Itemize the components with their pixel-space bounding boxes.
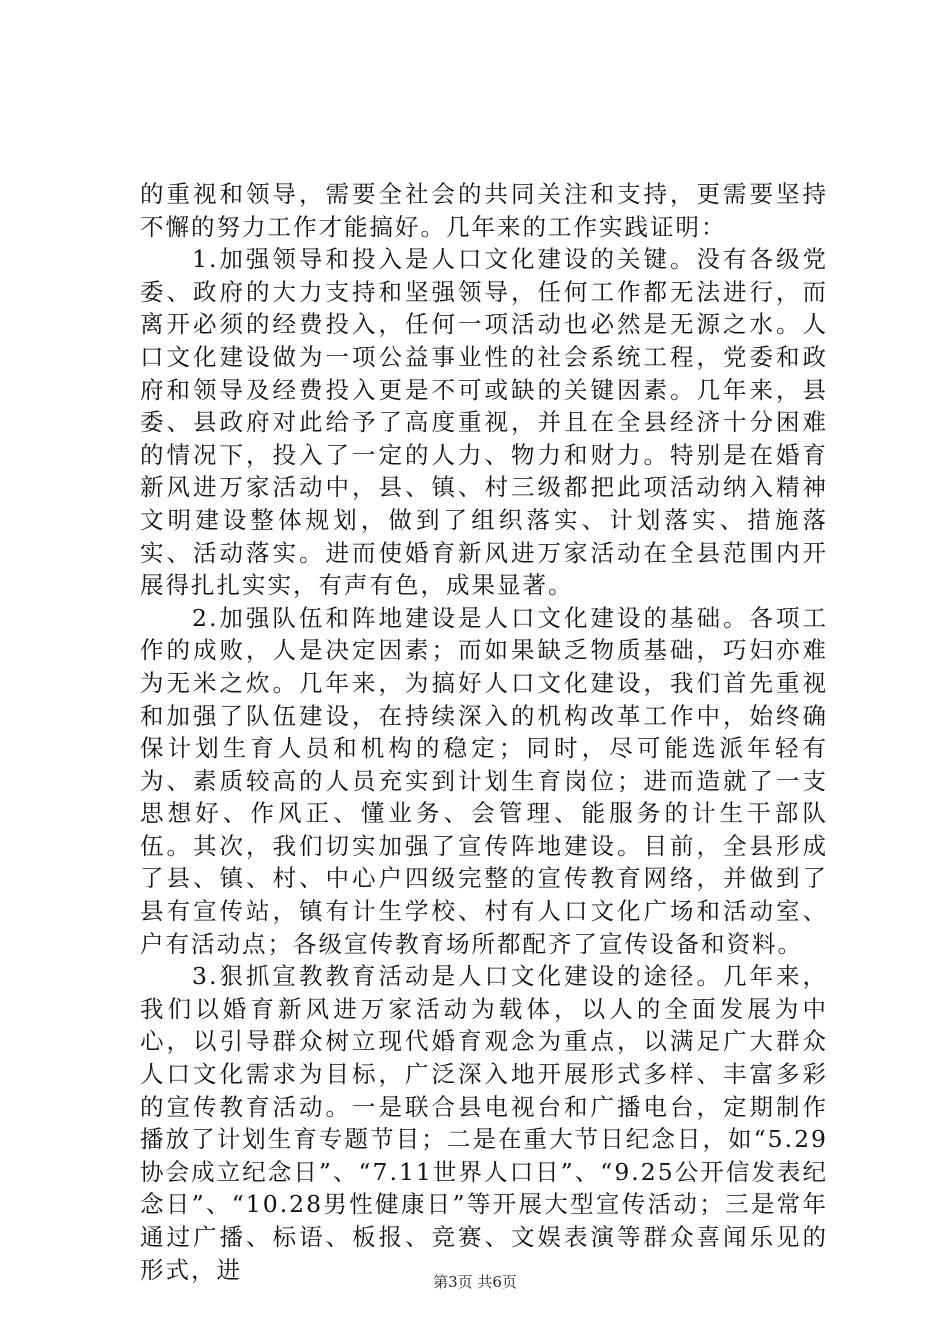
paragraph-point-3: 3.狠抓宣教教育活动是人口文化建设的途径。几年来，我们以婚育新风进万家活动为载体，以人的全面发展为中心，以引导群众树立现代婚育观念为重点，以满足广大群众人口文化需求为目标，广泛深入地开展形式多样、丰富多彩的宣传教育活动。一是联合县电视台和广播电台，定期制作播放了计划生育专题节目；二是在重大节日纪念日，如“5.29协会成立纪念日”、“7.11世界人口日”、“9.25公开信发表纪念日”、“10.28男性健康日”等开展大型宣传活动；三是常年通过广播、标语、板报、竞赛、文娱表演等群众喜闻乐见的形式，进 <box>140 962 828 1284</box>
paragraph-continuation: 的重视和领导，需要全社会的共同关注和支持，更需要坚持不懈的努力工作才能搞好。几年来的工作实践证明： <box>140 180 828 241</box>
document-body <box>140 178 828 1286</box>
paragraph-point-1: 1.加强领导和投入是人口文化建设的关键。没有各级党委、政府的大力支持和坚强领导，任何工作都无法进行，而离开必须的经费投入，任何一项活动也必然是无源之水。人口文化建设做为一项公益事业性的社会系统工程，党委和政府和领导及经费投入更是不可或缺的关键因素。几年来，县委、县政府对此给予了高度重视，并且在全县经济十分困难的情况下，投入了一定的人力、物力和财力。特别是在婚育新风进万家活动中，县、镇、村三级都把此项活动纳入精神文明建设整体规划，做到了组织落实、计划落实、措施落实、活动落实。进而使婚育新风进万家活动在全县范围内开展得扎扎实实，有声有色，成果显著。 <box>140 245 828 600</box>
paragraph-point-2: 2.加强队伍和阵地建设是人口文化建设的基础。各项工作的成败，人是决定因素；而如果缺乏物质基础，巧妇亦难为无米之炊。几年来，为搞好人口文化建设，我们首先重视和加强了队伍建设，在持续深入的机构改革工作中，始终确保计划生育人员和机构的稳定；同时，尽可能选派年轻有为、素质较高的人员充实到计划生育岗位；进而造就了一支思想好、作风正、懂业务、会管理、能服务的计生干部队伍。其次，我们切实加强了宣传阵地建设。目前，全县形成了县、镇、村、中心户四级完整的宣传教育网络，并做到了县有宣传站，镇有计生学校、村有人口文化广场和活动室、户有活动点；各级宣传教育场所都配齐了宣传设备和资料。 <box>140 603 828 958</box>
page-number-footer: 第3页 共6页 <box>433 1273 517 1291</box>
